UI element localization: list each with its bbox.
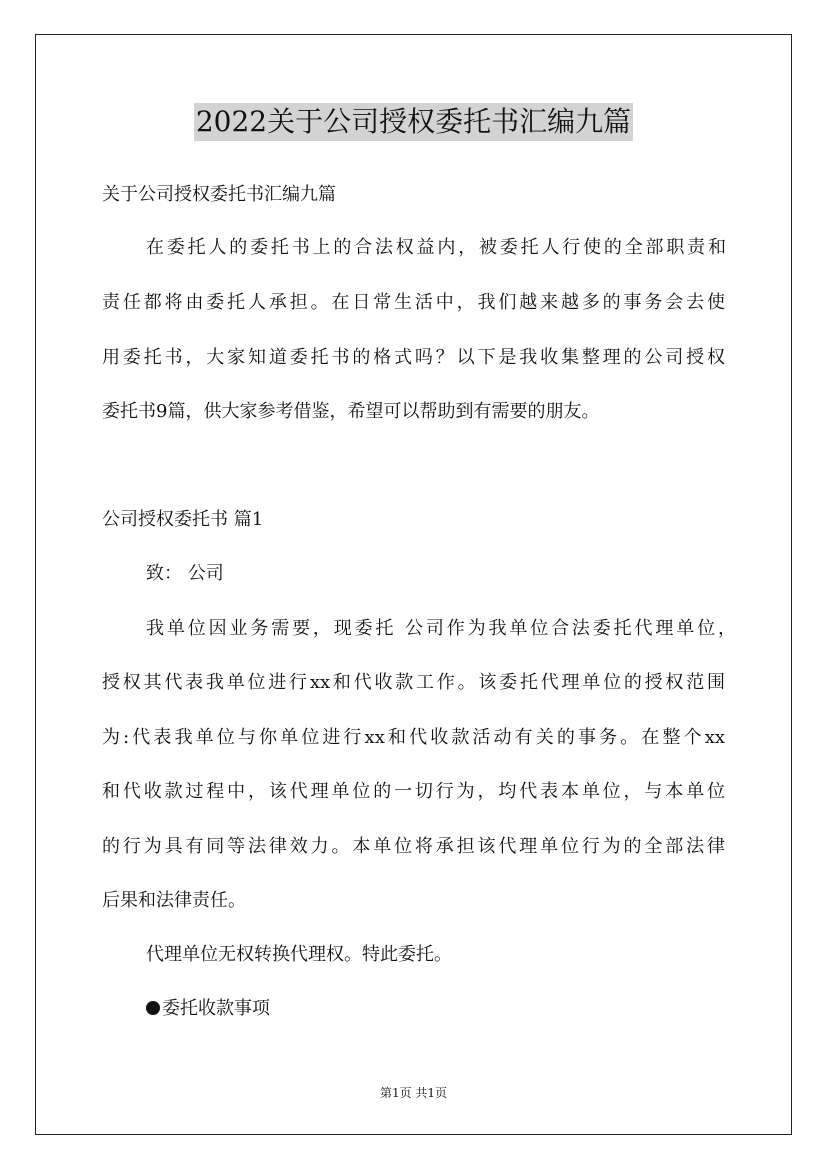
intro-line-2: 责任都将由委托人承担。在日常生活中，我们越来越多的事务会去使 — [102, 292, 725, 313]
to-line: 致： 公司 — [146, 563, 224, 584]
section-heading: 公司授权委托书 篇1 — [102, 509, 264, 530]
body-line-2: 授权其代表我单位进行xx和代收款工作。该委托代理单位的授权范围 — [102, 672, 725, 693]
no-transfer-line: 代理单位无权转换代理权。特此委托。 — [146, 944, 452, 965]
body-line-5: 的行为具有同等法律效力。本单位将承担该代理单位行为的全部法律 — [102, 836, 725, 857]
bullet-item — [146, 997, 270, 1021]
intro-line-3: 用委托书，大家知道委托书的格式吗？以下是我收集整理的公司授权 — [102, 347, 725, 368]
intro-line-1: 在委托人的委托书上的合法权益内，被委托人行使的全部职责和 — [146, 237, 726, 258]
bullet-icon — [146, 1001, 160, 1015]
body-line-1: 我单位因业务需要，现委托 公司作为我单位合法委托代理单位， — [146, 618, 736, 639]
body-line-4: 和代收款过程中，该代理单位的一切行为，均代表本单位，与本单位 — [102, 781, 725, 802]
subtitle: 关于公司授权委托书汇编九篇 — [102, 184, 336, 205]
intro-line-4: 委托书9篇，供大家参考借鉴，希望可以帮助到有需要的朋友。 — [102, 401, 600, 422]
bullet-item-label: 委托收款事项 — [162, 998, 270, 1019]
title-container — [0, 103, 827, 141]
body-line-6: 后果和法律责任。 — [102, 890, 246, 911]
body-line-3: 为:代表我单位与你单位进行xx和代收款活动有关的事务。在整个xx — [102, 727, 725, 748]
document-title: 2022关于公司授权委托书汇编九篇 — [194, 103, 633, 141]
page-footer: 第1页 共1页 — [379, 1086, 448, 1100]
